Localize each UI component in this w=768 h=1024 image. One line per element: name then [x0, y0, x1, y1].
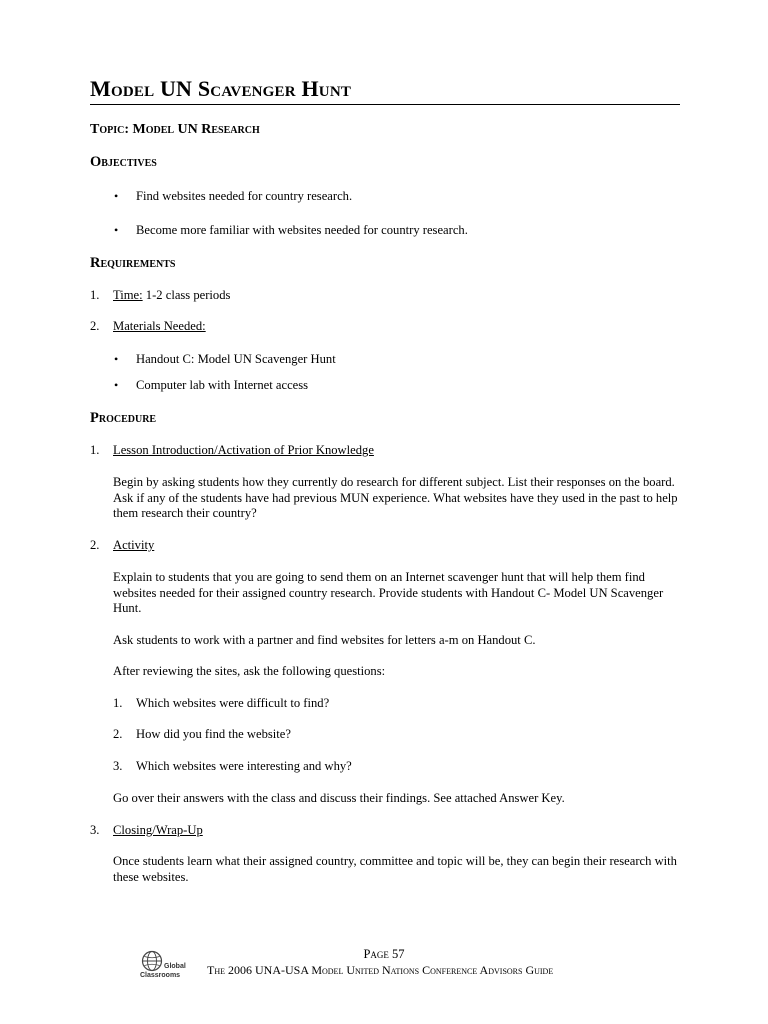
question-number: 1. — [113, 696, 123, 710]
step-paragraph: Explain to students that you are going to send them on an Internet scavenger hunt that will help them find websites needed for their assigned country research. Provide students with Handout C- Model UN Scavenger Hunt. — [113, 570, 664, 615]
question-number: 3. — [113, 759, 123, 773]
objectives-heading: Objectives — [90, 154, 157, 170]
logo-line-1: Global — [164, 963, 186, 970]
question-text: Which websites were difficult to find? — [136, 696, 330, 710]
page-title: Model UN Scavenger Hunt — [90, 76, 352, 101]
requirement-number: 1. — [90, 288, 100, 302]
time-label: Time: — [113, 288, 143, 302]
step-label: Activity — [113, 538, 155, 552]
step-paragraph: Begin by asking students how they currently do research for different subject. List their responses on the board. Ask if any of the students have had previous MUN experience. What websites have they used in the past to help them research their country? — [113, 475, 678, 520]
material-item: Computer lab with Internet access — [136, 378, 309, 392]
bullet-icon: • — [114, 352, 119, 366]
step-paragraph: After reviewing the sites, ask the following questions: — [113, 664, 386, 678]
question-text: How did you find the website? — [136, 727, 291, 741]
step-number: 3. — [90, 823, 100, 837]
step-paragraph: Once students learn what their assigned country, committee and topic will be, they can begin their research with these websites. — [113, 854, 677, 884]
bullet-icon: • — [114, 223, 119, 237]
material-item: Handout C: Model UN Scavenger Hunt — [136, 352, 336, 366]
title-rule — [90, 104, 680, 105]
logo-line-2: Classrooms — [140, 972, 181, 979]
objective-item: Find websites needed for country research. — [136, 189, 353, 203]
global-classrooms-logo — [139, 950, 191, 982]
page-number: Page 57 — [363, 947, 405, 961]
time-value: 1-2 class periods — [142, 288, 231, 302]
step-paragraph: Ask students to work with a partner and find websites for letters a-m on Handout C. — [113, 633, 536, 647]
question-text: Which websites were interesting and why? — [136, 759, 352, 773]
step-paragraph: Go over their answers with the class and discuss their findings. See attached Answer Key. — [113, 791, 565, 805]
bullet-icon: • — [114, 189, 119, 203]
requirement-number: 2. — [90, 319, 100, 333]
question-number: 2. — [113, 727, 123, 741]
objective-item: Become more familiar with websites needed for country research. — [136, 223, 468, 237]
topic-heading: Topic: Model UN Research — [90, 122, 260, 137]
requirement-time — [113, 288, 230, 304]
step-label: Lesson Introduction/Activation of Prior Knowledge — [113, 443, 374, 457]
bullet-icon: • — [114, 378, 119, 392]
step-label: Closing/Wrap-Up — [113, 823, 203, 837]
requirements-heading: Requirements — [90, 255, 176, 271]
materials-label: Materials Needed: — [113, 319, 206, 333]
globe-icon — [141, 950, 163, 972]
step-number: 1. — [90, 443, 100, 457]
guide-title: The 2006 UNA-USA Model United Nations Conference Advisors Guide — [207, 963, 554, 977]
step-number: 2. — [90, 538, 100, 552]
procedure-heading: Procedure — [90, 410, 157, 426]
